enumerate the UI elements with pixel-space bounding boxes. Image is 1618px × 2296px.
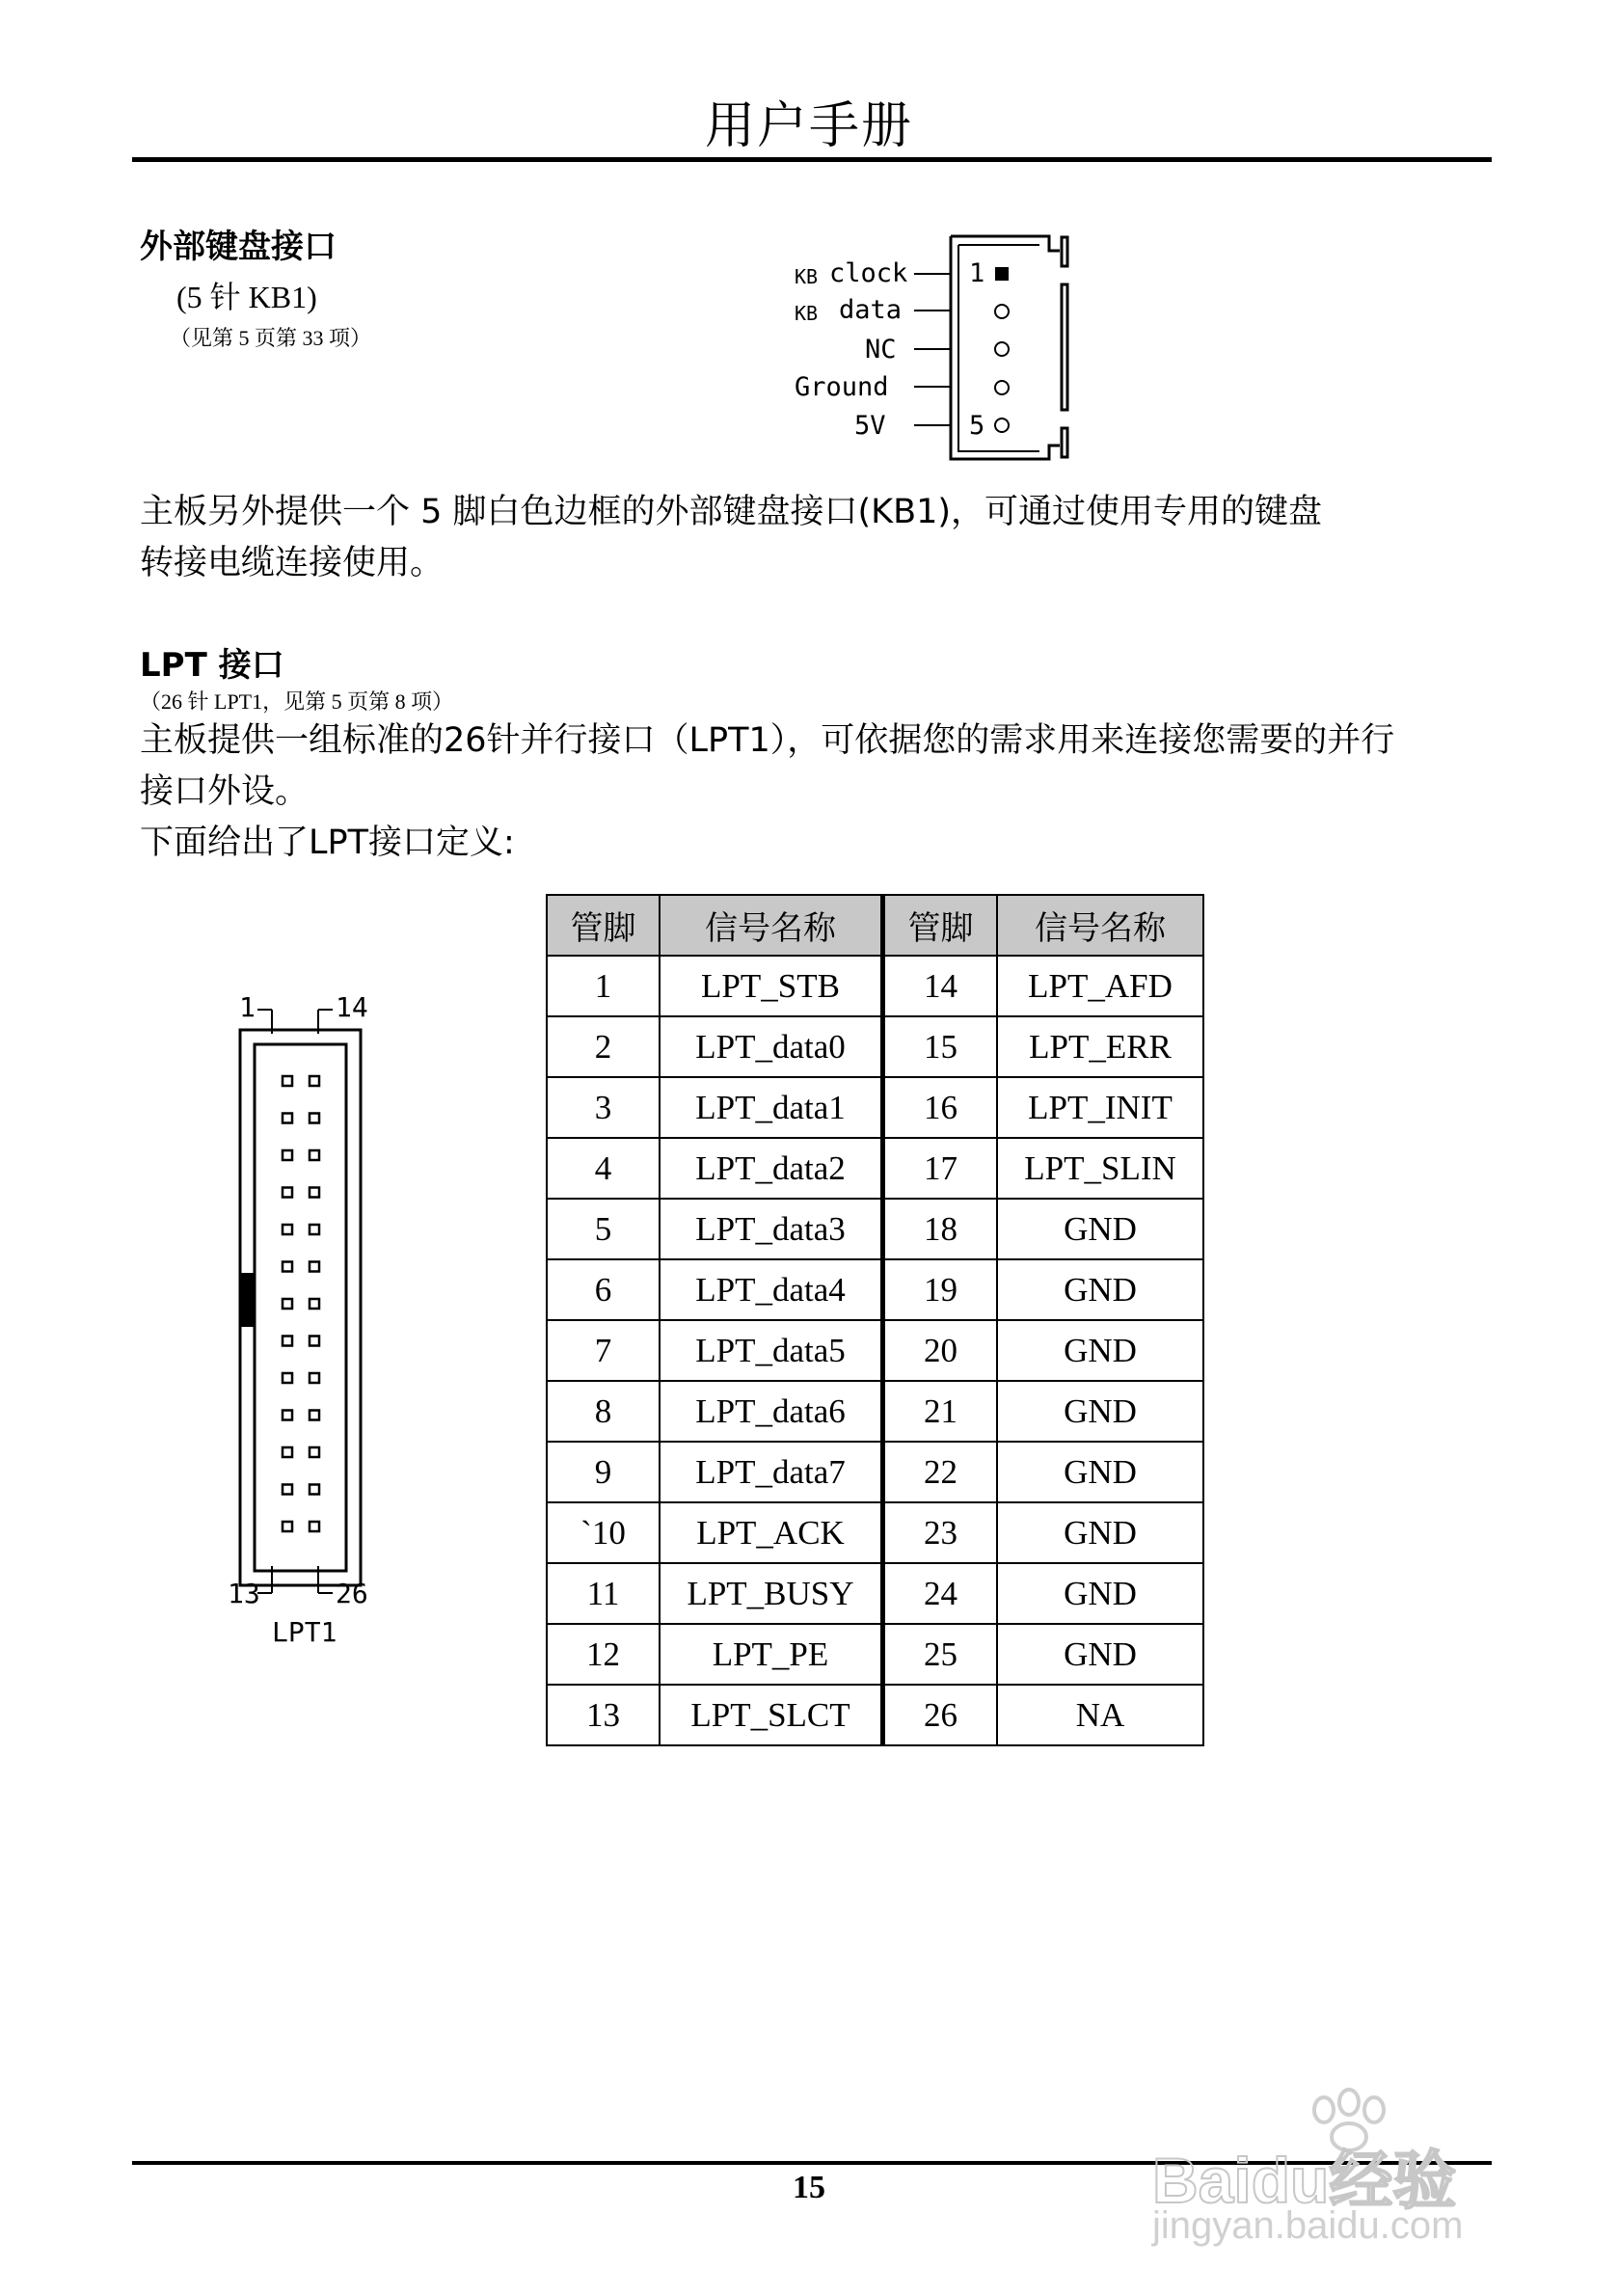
pin-number-cell: 13 <box>547 1685 660 1745</box>
lpt-connector-diagram <box>222 984 395 1659</box>
signal-name-cell: LPT_data0 <box>660 1016 883 1077</box>
lpt-housing-inner <box>255 1044 346 1571</box>
pin-number-cell: `10 <box>547 1502 660 1563</box>
signal-name-cell: LPT_ACK <box>660 1502 883 1563</box>
header-pin: 管脚 <box>883 895 998 956</box>
table-row <box>547 1502 1203 1563</box>
lpt-bottom-left-number: 13 <box>228 1578 260 1609</box>
kb-pin-2 <box>995 305 1009 318</box>
pin-number-cell: 4 <box>547 1138 660 1199</box>
lpt-description-line-1: 主板提供一组标准的26针并行接口（LPT1），可依据您的需求用来连接您需要的并行 <box>140 721 1395 760</box>
pin-number-cell: 15 <box>883 1016 998 1077</box>
lpt-pin <box>310 1522 319 1531</box>
kb-last-pin-number: 5 <box>969 411 985 441</box>
pin-number-cell: 16 <box>883 1077 998 1138</box>
header-signal: 信号名称 <box>660 895 883 956</box>
kb-housing-latch-top <box>1062 237 1067 266</box>
lpt-top-left-number: 1 <box>239 991 256 1023</box>
signal-name-cell: NA <box>997 1685 1203 1745</box>
signal-name-cell: GND <box>997 1442 1203 1502</box>
lpt-description-line-2: 接口外设。 <box>140 772 310 811</box>
kb-pin1-label: clock <box>829 258 908 288</box>
pin-number-cell: 12 <box>547 1624 660 1685</box>
lpt-section-heading: LPT 接口 <box>140 646 284 685</box>
kb-section-subheading: (5 针 KB1) <box>176 280 317 314</box>
pin-number-cell: 6 <box>547 1259 660 1320</box>
kb-pin-4 <box>995 381 1009 394</box>
lpt-pin <box>283 1373 292 1383</box>
signal-name-cell: LPT_SLCT <box>660 1685 883 1745</box>
pin-number-cell: 20 <box>883 1320 998 1381</box>
kb-pin-3 <box>995 342 1009 356</box>
signal-name-cell: LPT_INIT <box>997 1077 1203 1138</box>
kb-section-note: （见第 5 页第 33 项） <box>170 326 372 350</box>
pin-number-cell: 18 <box>883 1199 998 1259</box>
kb-housing-side <box>1062 284 1067 410</box>
lpt-pin <box>283 1411 292 1420</box>
watermark <box>1152 2073 1557 2247</box>
lpt-pin <box>283 1485 292 1495</box>
signal-name-cell: LPT_AFD <box>997 956 1203 1016</box>
lpt-pin <box>283 1447 292 1457</box>
lpt-pin <box>283 1299 292 1309</box>
pin-number-cell: 24 <box>883 1563 998 1624</box>
kb-housing-top <box>951 236 1060 251</box>
pin-number-cell: 7 <box>547 1320 660 1381</box>
lpt-bottom-right-number: 26 <box>336 1578 368 1609</box>
pin-number-cell: 5 <box>547 1199 660 1259</box>
watermark-brand: Baidu经验 <box>1152 2145 1457 2216</box>
kb-pin-5 <box>995 419 1009 432</box>
signal-name-cell: GND <box>997 1199 1203 1259</box>
kb-description-line-2: 转接电缆连接使用。 <box>140 544 445 582</box>
signal-name-cell: GND <box>997 1563 1203 1624</box>
lpt-pin <box>310 1485 319 1495</box>
signal-name-cell: GND <box>997 1259 1203 1320</box>
kb-pin4-label: Ground <box>795 372 889 402</box>
signal-name-cell: GND <box>997 1502 1203 1563</box>
table-row <box>547 956 1203 1016</box>
lpt-pin <box>310 1114 319 1123</box>
table-header-row <box>547 895 1203 956</box>
header-rule <box>132 157 1492 162</box>
header-pin: 管脚 <box>547 895 660 956</box>
lpt-description-line-3: 下面给出了LPT接口定义: <box>140 824 515 862</box>
pin-number-cell: 17 <box>883 1138 998 1199</box>
signal-name-cell: GND <box>997 1320 1203 1381</box>
signal-name-cell: GND <box>997 1624 1203 1685</box>
table-row <box>547 1259 1203 1320</box>
lpt-pin-grid <box>283 1076 319 1531</box>
lpt-pin <box>283 1188 292 1198</box>
table-row <box>547 1199 1203 1259</box>
table-row <box>547 1320 1203 1381</box>
signal-name-cell: LPT_data6 <box>660 1381 883 1442</box>
table-row <box>547 1442 1203 1502</box>
lpt-pin <box>283 1114 292 1123</box>
kb-pin2-prefix: KB <box>795 302 819 325</box>
lpt-pin <box>310 1447 319 1457</box>
lpt-pin <box>310 1076 319 1086</box>
signal-name-cell: GND <box>997 1381 1203 1442</box>
lpt-key-notch <box>240 1273 255 1327</box>
lpt-pin <box>310 1337 319 1346</box>
lpt-housing-outer <box>240 1030 361 1585</box>
watermark-url: jingyan.baidu.com <box>1152 2204 1464 2247</box>
kb-pin-1 <box>995 267 1009 281</box>
pin-number-cell: 26 <box>883 1685 998 1745</box>
pin-number-cell: 22 <box>883 1442 998 1502</box>
lpt-pin <box>283 1076 292 1086</box>
pin-number-cell: 8 <box>547 1381 660 1442</box>
lpt-top-right-number: 14 <box>336 991 368 1023</box>
lpt-pin <box>310 1373 319 1383</box>
signal-name-cell: LPT_PE <box>660 1624 883 1685</box>
signal-name-cell: LPT_data5 <box>660 1320 883 1381</box>
header-signal: 信号名称 <box>997 895 1203 956</box>
table-row <box>547 1016 1203 1077</box>
pin-number-cell: 11 <box>547 1563 660 1624</box>
lpt-section-note: （26 针 LPT1，见第 5 页第 8 项） <box>140 689 454 714</box>
lpt-pin <box>310 1150 319 1160</box>
pin-number-cell: 19 <box>883 1259 998 1320</box>
pin-number-cell: 2 <box>547 1016 660 1077</box>
table-row <box>547 1563 1203 1624</box>
lpt-diagram-label: LPT1 <box>272 1616 337 1648</box>
lpt-pin <box>310 1411 319 1420</box>
lpt-pin <box>310 1225 319 1234</box>
pin-number-cell: 25 <box>883 1624 998 1685</box>
lpt-pin <box>283 1337 292 1346</box>
table-row <box>547 1138 1203 1199</box>
page-title: 用户手册 <box>704 97 913 155</box>
lpt-pin <box>283 1522 292 1531</box>
kb-pin5-label: 5V <box>854 411 886 441</box>
pin-number-cell: 9 <box>547 1442 660 1502</box>
signal-name-cell: LPT_data2 <box>660 1138 883 1199</box>
signal-name-cell: LPT_SLIN <box>997 1138 1203 1199</box>
table-row <box>547 1624 1203 1685</box>
pin-number-cell: 3 <box>547 1077 660 1138</box>
pin-number-cell: 1 <box>547 956 660 1016</box>
kb-pin3-label: NC <box>865 335 897 365</box>
page-number: 15 <box>793 2170 825 2205</box>
signal-name-cell: LPT_BUSY <box>660 1563 883 1624</box>
signal-name-cell: LPT_STB <box>660 956 883 1016</box>
lpt-pin <box>310 1262 319 1272</box>
lpt-pin <box>283 1150 292 1160</box>
table-row <box>547 1077 1203 1138</box>
signal-name-cell: LPT_ERR <box>997 1016 1203 1077</box>
kb-description-line-1: 主板另外提供一个 5 脚白色边框的外部键盘接口(KB1)，可通过使用专用的键盘 <box>140 493 1323 531</box>
signal-name-cell: LPT_data4 <box>660 1259 883 1320</box>
kb-connector-diagram <box>781 231 1080 468</box>
kb-housing-latch-bottom <box>1062 428 1067 457</box>
table-row <box>547 1381 1203 1442</box>
table-row <box>547 1685 1203 1745</box>
kb-pin2-label: data <box>839 295 903 325</box>
signal-name-cell: LPT_data7 <box>660 1442 883 1502</box>
kb-first-pin-number: 1 <box>969 258 985 288</box>
pin-number-cell: 23 <box>883 1502 998 1563</box>
lpt-pin <box>283 1262 292 1272</box>
kb-section-heading: 外部键盘接口 <box>140 228 337 266</box>
lpt-pin-table <box>546 894 1204 1746</box>
kb-pin1-prefix: KB <box>795 265 819 288</box>
lpt-pin <box>310 1299 319 1309</box>
lpt-pin <box>310 1188 319 1198</box>
signal-name-cell: LPT_data1 <box>660 1077 883 1138</box>
pin-number-cell: 14 <box>883 956 998 1016</box>
signal-name-cell: LPT_data3 <box>660 1199 883 1259</box>
pin-number-cell: 21 <box>883 1381 998 1442</box>
lpt-pin <box>283 1225 292 1234</box>
